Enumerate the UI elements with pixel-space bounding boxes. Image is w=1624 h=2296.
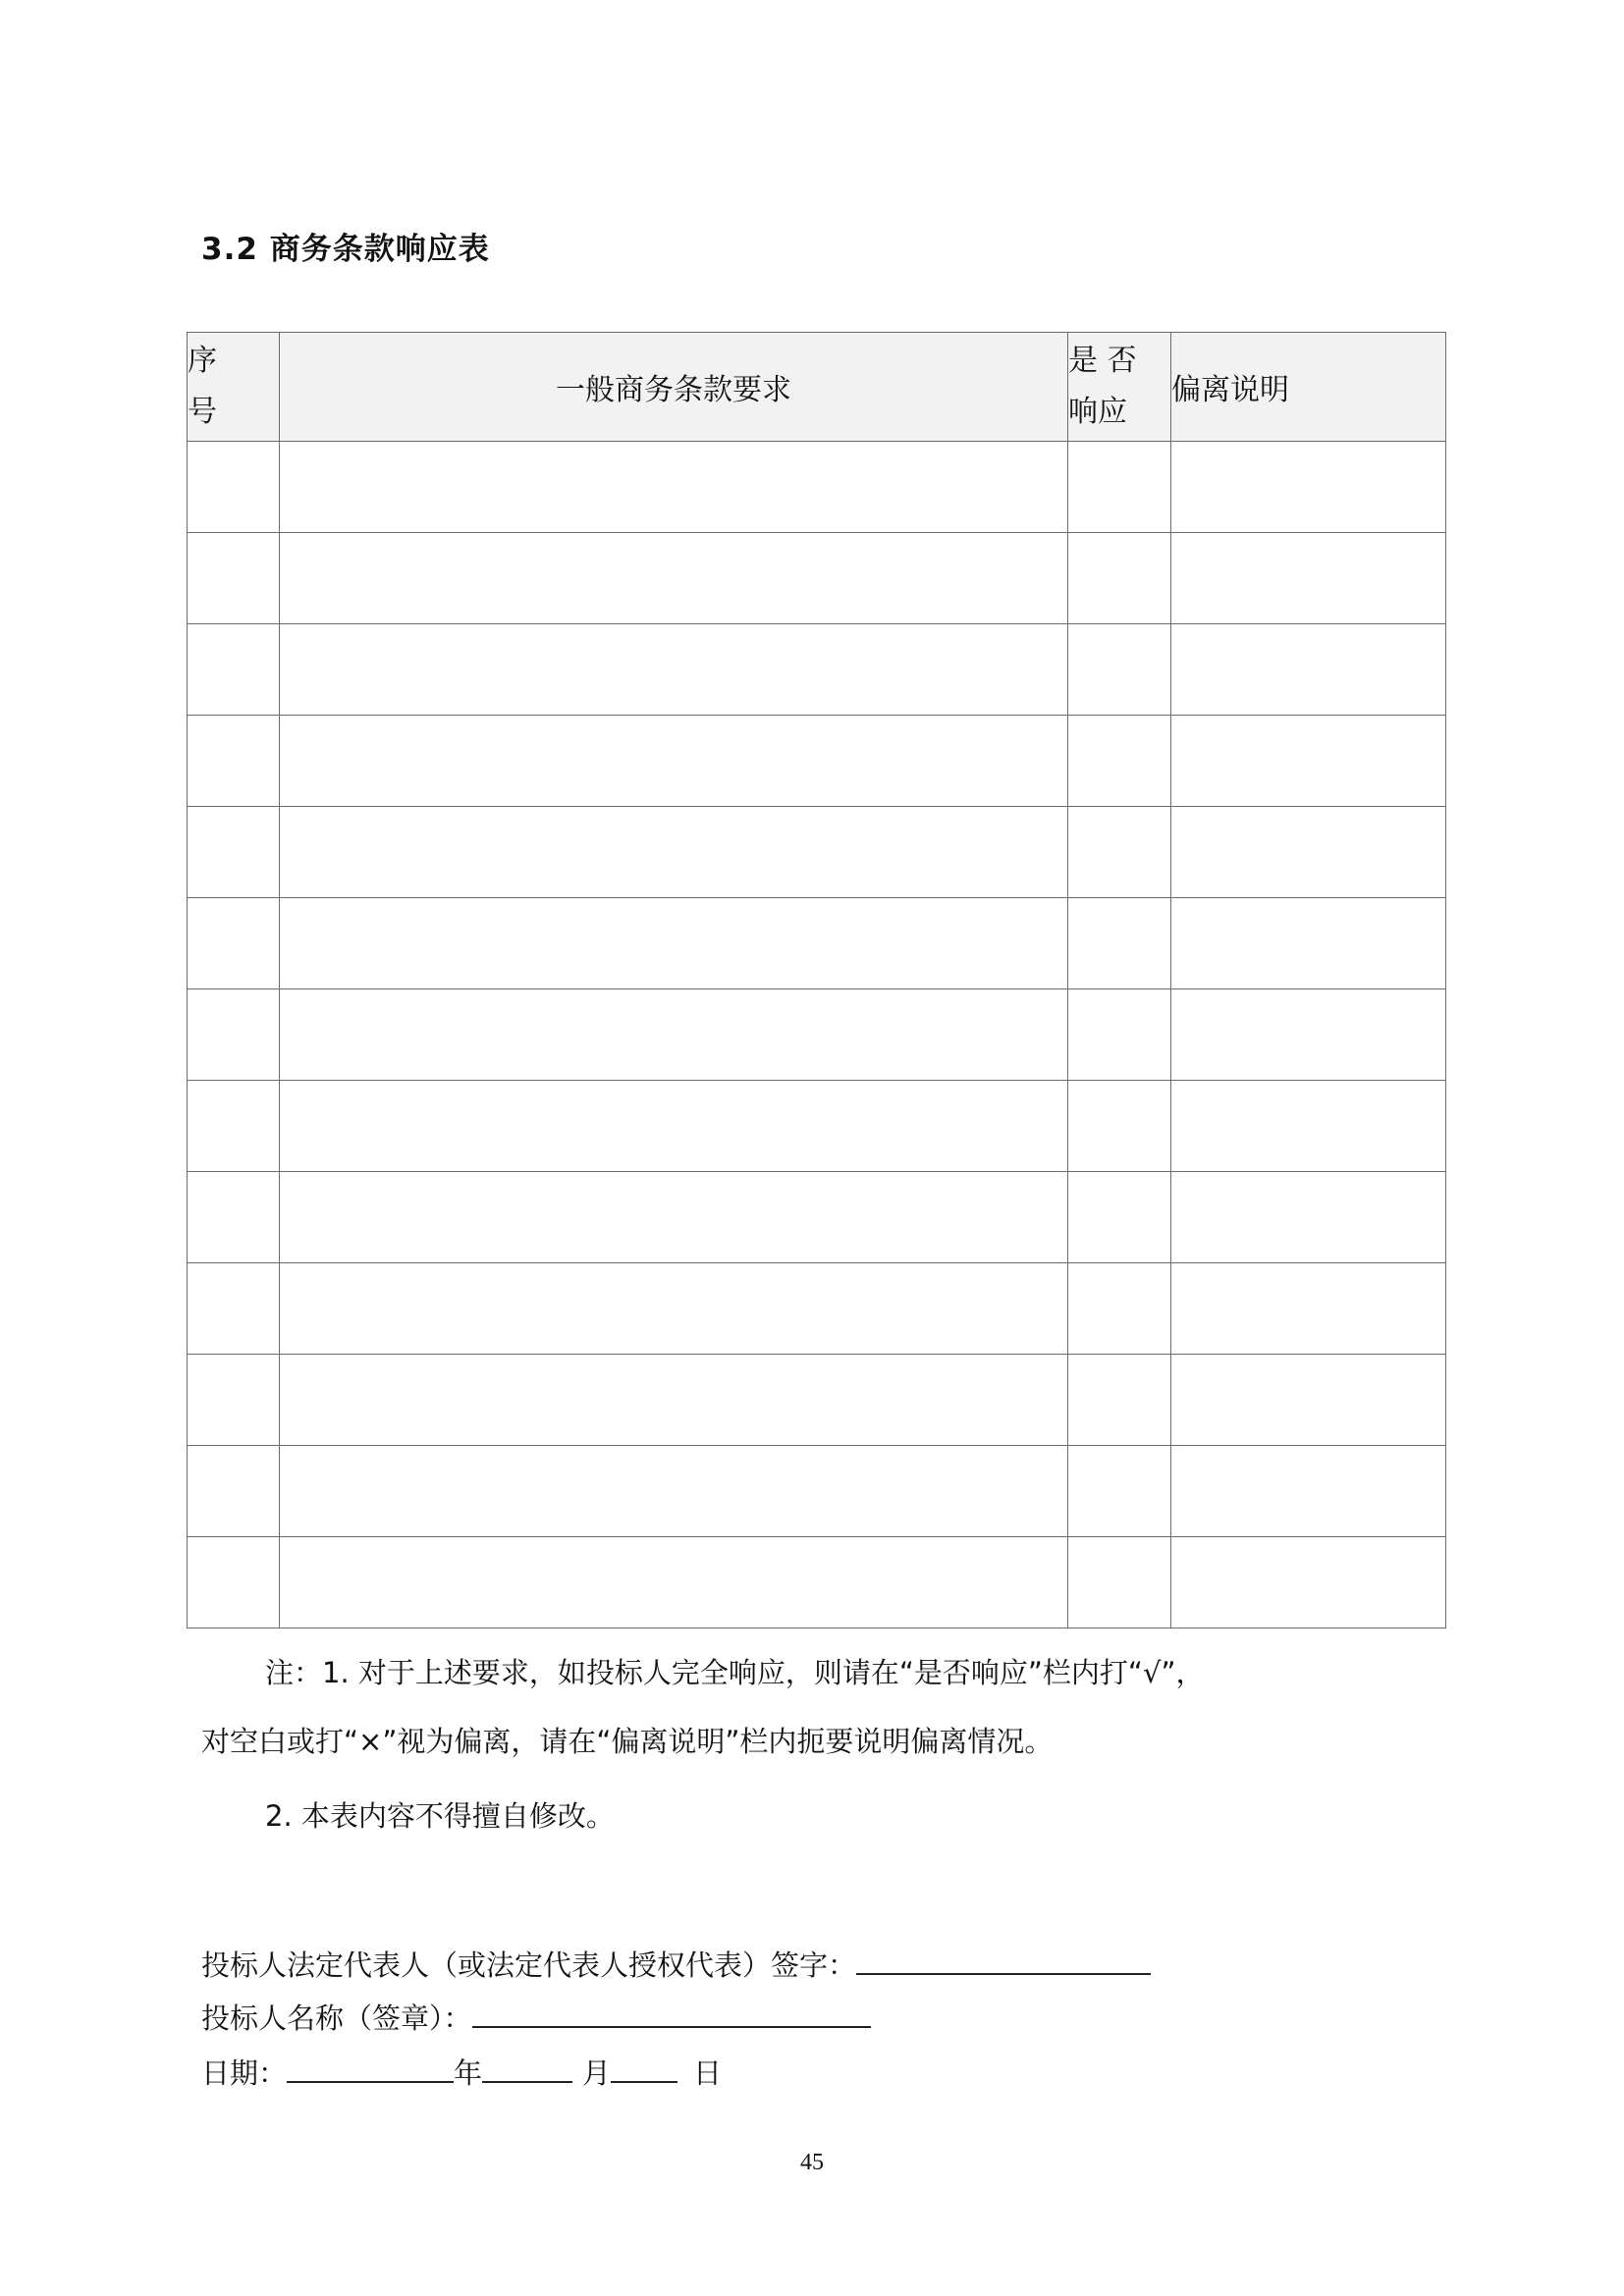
table-row [188, 624, 1446, 716]
cell-deviation[interactable] [1171, 1263, 1446, 1355]
bidder-name-label: 投标人名称（签章）： [201, 2002, 472, 2035]
table-row [188, 1355, 1446, 1446]
date-line [201, 2052, 722, 2093]
note-1 [201, 1653, 1438, 1761]
cell-deviation[interactable] [1171, 1446, 1446, 1537]
cell-response[interactable] [1068, 624, 1171, 716]
table-row [188, 442, 1446, 533]
cell-deviation[interactable] [1171, 989, 1446, 1081]
table-row [188, 1537, 1446, 1629]
cell-deviation[interactable] [1171, 807, 1446, 898]
cell-requirement[interactable] [280, 1172, 1068, 1263]
cell-requirement[interactable] [280, 533, 1068, 624]
cell-requirement[interactable] [280, 1446, 1068, 1537]
cell-deviation[interactable] [1171, 624, 1446, 716]
table-row [188, 533, 1446, 624]
cell-seq[interactable] [188, 807, 280, 898]
note-2: 2. 本表内容不得擅自修改。 [265, 1799, 615, 1833]
header-seq [188, 333, 280, 442]
cell-response[interactable] [1068, 989, 1171, 1081]
cell-requirement[interactable] [280, 989, 1068, 1081]
cell-requirement[interactable] [280, 442, 1068, 533]
header-requirement: 一般商务条款要求 [280, 333, 1068, 442]
cell-seq[interactable] [188, 898, 280, 989]
cell-deviation[interactable] [1171, 1355, 1446, 1446]
cell-deviation[interactable] [1171, 1081, 1446, 1172]
date-day-field[interactable] [611, 2052, 677, 2083]
cell-response[interactable] [1068, 807, 1171, 898]
bidder-name-field[interactable] [472, 1997, 871, 2028]
cell-response[interactable] [1068, 716, 1171, 807]
date-month-label: 月 [582, 2056, 612, 2090]
cell-requirement[interactable] [280, 1355, 1068, 1446]
representative-signature-line [201, 1944, 1151, 1985]
cell-deviation[interactable] [1171, 716, 1446, 807]
date-year-field[interactable] [287, 2052, 454, 2083]
header-deviation: 偏离说明 [1171, 333, 1446, 442]
cell-seq[interactable] [188, 1446, 280, 1537]
cell-response[interactable] [1068, 1263, 1171, 1355]
cell-seq[interactable] [188, 1263, 280, 1355]
cell-response[interactable] [1068, 533, 1171, 624]
cell-response[interactable] [1068, 1172, 1171, 1263]
header-response [1068, 333, 1171, 442]
date-month-field[interactable] [482, 2052, 572, 2083]
cell-seq[interactable] [188, 533, 280, 624]
cell-deviation[interactable] [1171, 442, 1446, 533]
cell-deviation[interactable] [1171, 1172, 1446, 1263]
bidder-name-line [201, 1997, 871, 2038]
cell-seq[interactable] [188, 989, 280, 1081]
date-year-label: 年 [454, 2056, 483, 2090]
note-1-line-2: 对空白或打“×”视为偏离，请在“偏离说明”栏内扼要说明偏离情况。 [201, 1725, 1054, 1758]
cell-seq[interactable] [188, 1081, 280, 1172]
header-seq-line2: 号 [188, 395, 217, 429]
page-number: 45 [800, 2150, 824, 2175]
table-row [188, 989, 1446, 1081]
representative-signature-field[interactable] [856, 1944, 1151, 1975]
cell-response[interactable] [1068, 1537, 1171, 1629]
cell-requirement[interactable] [280, 1081, 1068, 1172]
cell-seq[interactable] [188, 716, 280, 807]
cell-response[interactable] [1068, 1355, 1171, 1446]
note-1-line-1: 注：1. 对于上述要求，如投标人完全响应，则请在“是否响应”栏内打“√”， [265, 1656, 1205, 1689]
response-table [187, 332, 1446, 1629]
cell-requirement[interactable] [280, 898, 1068, 989]
date-label: 日期： [201, 2056, 288, 2090]
cell-requirement[interactable] [280, 807, 1068, 898]
table-row [188, 1263, 1446, 1355]
table-row [188, 807, 1446, 898]
cell-response[interactable] [1068, 898, 1171, 989]
cell-deviation[interactable] [1171, 533, 1446, 624]
cell-deviation[interactable] [1171, 898, 1446, 989]
cell-seq[interactable] [188, 1355, 280, 1446]
header-response-line1: 是 否 [1068, 344, 1137, 378]
cell-seq[interactable] [188, 442, 280, 533]
header-response-line2: 响应 [1068, 395, 1127, 429]
table-row [188, 1081, 1446, 1172]
table-row [188, 716, 1446, 807]
cell-response[interactable] [1068, 1081, 1171, 1172]
cell-response[interactable] [1068, 1446, 1171, 1537]
table-header-row [188, 333, 1446, 442]
header-seq-line1: 序 [188, 344, 217, 378]
table-row [188, 898, 1446, 989]
representative-signature-label: 投标人法定代表人（或法定代表人授权代表）签字： [201, 1949, 857, 1982]
page-title: 3.2 商务条款响应表 [201, 232, 490, 267]
date-day-label: 日 [693, 2056, 723, 2090]
cell-requirement[interactable] [280, 624, 1068, 716]
cell-requirement[interactable] [280, 1537, 1068, 1629]
cell-requirement[interactable] [280, 716, 1068, 807]
table-row [188, 1446, 1446, 1537]
cell-seq[interactable] [188, 1172, 280, 1263]
cell-response[interactable] [1068, 442, 1171, 533]
cell-requirement[interactable] [280, 1263, 1068, 1355]
cell-seq[interactable] [188, 1537, 280, 1629]
table-body [188, 442, 1446, 1629]
table-row [188, 1172, 1446, 1263]
cell-seq[interactable] [188, 624, 280, 716]
cell-deviation[interactable] [1171, 1537, 1446, 1629]
